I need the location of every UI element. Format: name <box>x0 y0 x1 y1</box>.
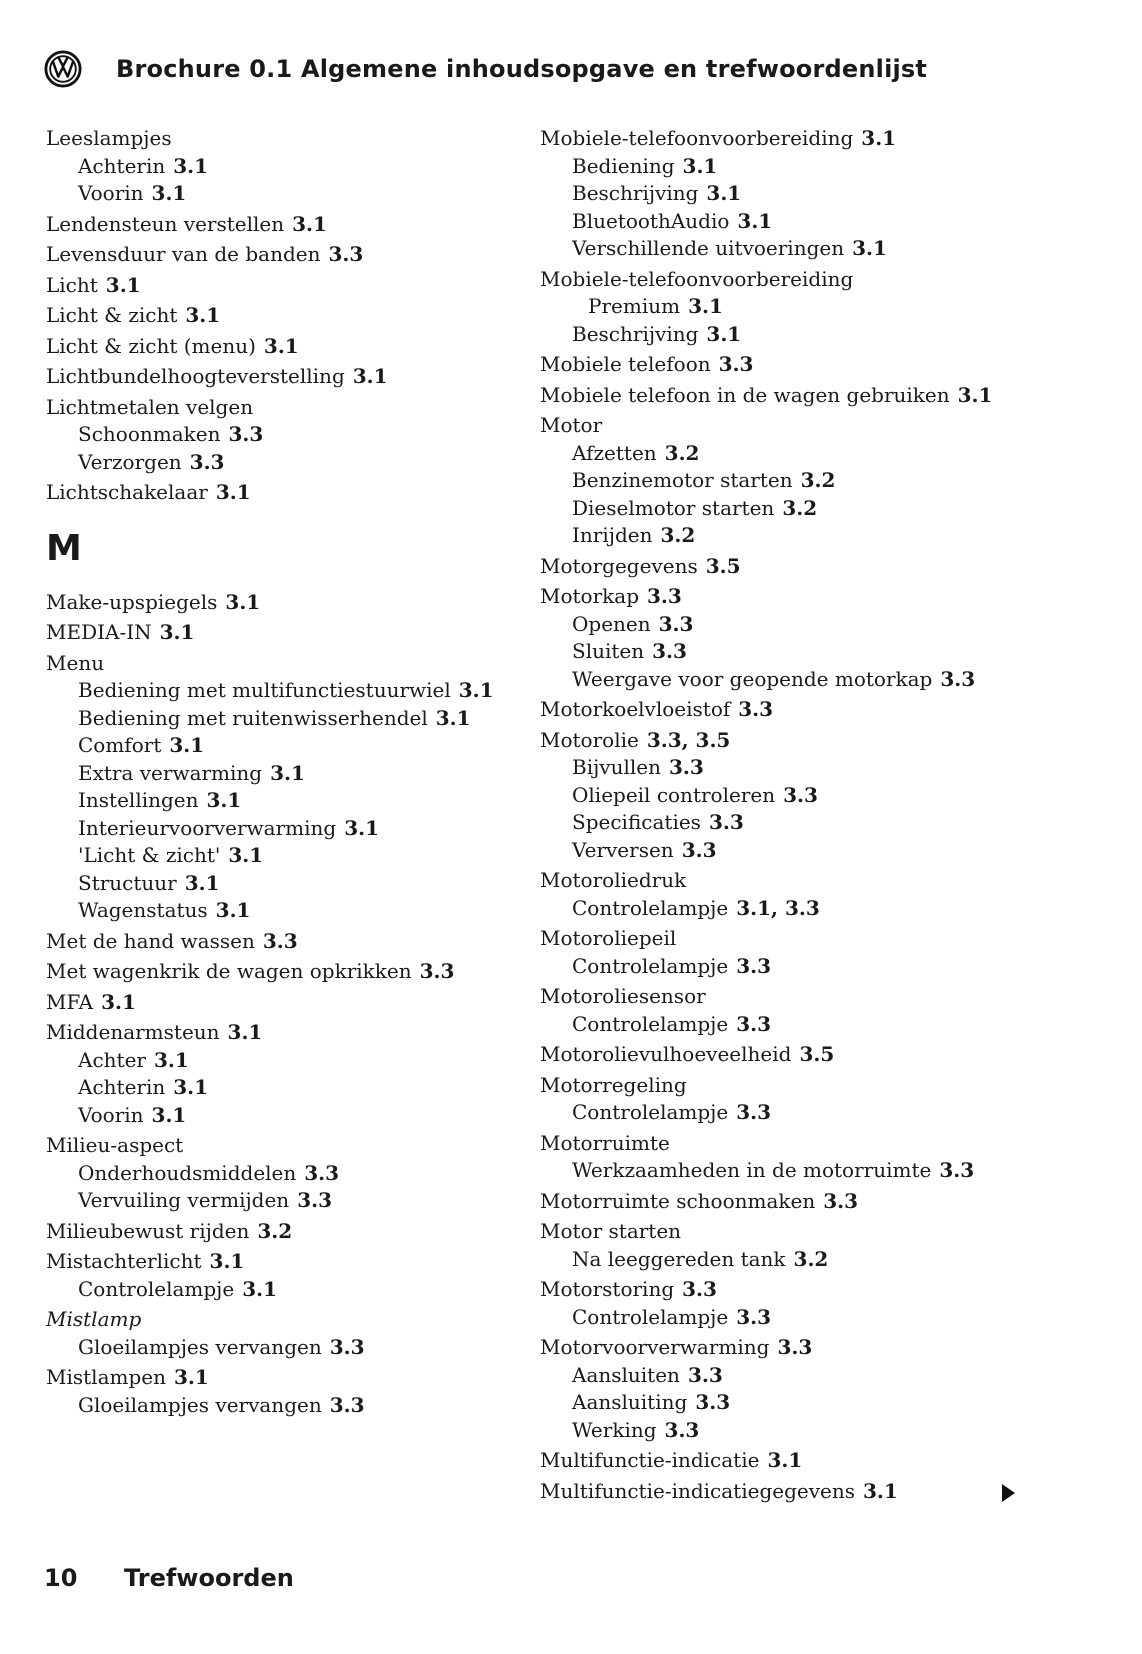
index-term: Aansluiten <box>572 1362 680 1387</box>
index-page-ref: 3.3 <box>777 1335 813 1359</box>
index-term: Motorkap <box>540 584 640 608</box>
index-group-m-continued <box>540 125 1040 1505</box>
index-entry <box>46 842 516 870</box>
index-page-ref: 3.1 <box>435 705 471 730</box>
index-term: Lichtbundelhoogteverstelling <box>46 364 345 388</box>
page-title: Brochure 0.1 Algemene inhoudsopgave en trefwoordenlijst <box>116 55 928 83</box>
index-entry <box>46 421 516 449</box>
index-page-ref: 3.1 <box>270 760 305 785</box>
index-page-ref: 3.3 <box>687 1362 723 1387</box>
index-page-ref: 3.3 <box>304 1160 340 1185</box>
index-entry <box>540 895 1040 923</box>
index-entry <box>46 1047 516 1075</box>
index-term: Vervuiling vermijden <box>78 1188 290 1212</box>
index-entry <box>46 897 516 925</box>
index-term: Licht & zicht <box>46 303 178 327</box>
index-term: Verzorgen <box>78 449 182 474</box>
index-entry <box>540 583 1040 611</box>
index-term: Extra verwarming <box>78 760 263 785</box>
index-page-ref: 3.3 <box>329 1334 365 1359</box>
index-page-ref: 3.1 <box>737 208 773 233</box>
index-term: Controlelampje <box>572 1304 729 1329</box>
index-term: Motor <box>540 413 603 437</box>
index-entry <box>46 211 516 239</box>
index-term: Aansluiting <box>572 1390 688 1414</box>
index-page-ref: 3.1 <box>215 480 251 504</box>
index-page-ref: 3.2 <box>257 1218 293 1243</box>
index-term: MFA <box>46 989 94 1014</box>
index-entry <box>46 1334 516 1362</box>
index-entry <box>46 333 516 361</box>
index-term: Achterin <box>78 1075 166 1099</box>
index-term: Schoonmaken <box>78 422 221 446</box>
index-entry <box>540 953 1040 981</box>
index-page-ref: 3.1 <box>184 870 220 895</box>
index-term: Licht & zicht (menu) <box>46 333 256 358</box>
index-page-ref: 3.2 <box>782 495 818 520</box>
index-entry <box>540 266 1040 294</box>
vw-logo-icon <box>44 50 82 88</box>
index-entry <box>46 705 516 733</box>
index-page-ref: 3.3 <box>228 422 264 446</box>
index-term: BluetoothAudio <box>572 208 730 233</box>
index-term: Mobiele telefoon <box>540 352 711 376</box>
index-entry <box>540 1362 1040 1390</box>
index-term: Specificaties <box>572 810 701 834</box>
index-entry <box>540 351 1040 379</box>
index-term: Controlelampje <box>572 953 729 978</box>
index-entry <box>540 1276 1040 1304</box>
index-page-ref: 3.3 <box>736 1011 772 1036</box>
index-term: Instellingen <box>78 788 199 812</box>
index-term: Mistlampen <box>46 1365 166 1389</box>
index-page-ref: 3.1 <box>344 815 379 840</box>
index-term: Milieubewust rijden <box>46 1218 250 1243</box>
index-entry <box>540 638 1040 666</box>
index-term: Dieselmotor starten <box>572 495 775 520</box>
index-term: Levensduur van de banden <box>46 242 321 266</box>
index-term: Voorin <box>78 181 144 205</box>
index-entry <box>46 125 516 153</box>
index-entry <box>540 321 1040 349</box>
index-term: Beschrijving <box>572 181 699 205</box>
index-entry <box>540 1246 1040 1274</box>
index-page-ref: 3.3 <box>718 352 754 376</box>
index-entry <box>540 1304 1040 1332</box>
index-term: Multifunctie-indicatiegegevens <box>540 1478 856 1503</box>
index-page-ref: 3.3 <box>823 1188 859 1213</box>
index-page-ref: 3.1 <box>227 1020 263 1044</box>
index-term: Multifunctie-indicatie <box>540 1448 760 1472</box>
index-term: Lendensteun verstellen <box>46 211 285 236</box>
index-term: Structuur <box>78 870 177 895</box>
index-term: Benzinemotor starten <box>572 468 793 492</box>
index-entry <box>46 760 516 788</box>
index-entry <box>46 302 516 330</box>
index-entry <box>540 235 1040 263</box>
index-page-ref: 3.1 <box>957 382 993 407</box>
index-page-ref: 3.1 <box>292 211 327 236</box>
index-page-ref: 3.3 <box>783 782 818 807</box>
index-entry <box>46 1074 516 1102</box>
index-entry <box>540 553 1040 581</box>
index-page-ref: 3.2 <box>800 468 836 492</box>
index-term: Verschillende uitvoeringen <box>572 236 845 260</box>
index-entry <box>540 1334 1040 1362</box>
index-term: Verversen <box>572 837 674 862</box>
index-page-ref: 3.3 <box>695 1390 731 1414</box>
index-entry <box>540 666 1040 694</box>
index-page-ref: 3.1 <box>169 733 205 757</box>
index-page-ref: 3.3 <box>658 611 694 636</box>
index-page-ref: 3.1 <box>242 1276 278 1301</box>
index-term: Wagenstatus <box>78 898 208 922</box>
index-term: Motoroliedruk <box>540 868 687 892</box>
index-term: Mobiele telefoon in de wagen gebruiken <box>540 382 950 407</box>
index-entry <box>46 241 516 269</box>
index-entry <box>46 479 516 507</box>
index-page-ref: 3.3 <box>262 928 298 953</box>
index-entry <box>540 1218 1040 1246</box>
index-page-ref: 3.3 <box>329 1392 365 1417</box>
index-entry <box>540 1072 1040 1100</box>
index-entry <box>540 495 1040 523</box>
index-entry <box>540 727 1040 755</box>
index-page-ref: 3.1 <box>173 1365 209 1389</box>
index-term: Motorregeling <box>540 1072 687 1097</box>
index-page-ref: 3.1 <box>225 589 261 614</box>
index-entry <box>540 611 1040 639</box>
index-entry <box>46 787 516 815</box>
index-entry <box>46 1218 516 1246</box>
index-entry <box>540 1041 1040 1069</box>
index-entry <box>46 394 516 422</box>
index-page-ref: 3.1 <box>206 788 242 812</box>
index-entry <box>46 732 516 760</box>
index-entry <box>540 293 1040 321</box>
index-term: Motor starten <box>540 1219 682 1243</box>
index-page-ref: 3.1 <box>352 364 388 388</box>
index-entry <box>540 1099 1040 1127</box>
index-term: Met de hand wassen <box>46 928 255 953</box>
index-term: Onderhoudsmiddelen <box>78 1160 297 1185</box>
index-term: Motorruimte <box>540 1130 670 1155</box>
index-page-ref: 3.2 <box>664 440 700 465</box>
index-entry <box>46 180 516 208</box>
index-entry <box>540 809 1040 837</box>
index-term: Bediening met ruitenwisserhendel <box>78 705 428 730</box>
index-entry <box>540 1157 1040 1185</box>
index-term: Lichtschakelaar <box>46 480 208 504</box>
index-entry <box>46 1392 516 1420</box>
index-term: Openen <box>572 611 651 636</box>
index-term: Mistachterlicht <box>46 1249 202 1273</box>
index-term: Motorruimte schoonmaken <box>540 1188 816 1213</box>
index-entry <box>46 650 516 678</box>
index-entry <box>46 1132 516 1160</box>
index-entry <box>540 412 1040 440</box>
index-entry <box>540 208 1040 236</box>
index-entry <box>540 522 1040 550</box>
index-entry <box>540 1389 1040 1417</box>
section-letter: M <box>46 527 82 569</box>
index-term: Motorkoelvloeistof <box>540 697 731 721</box>
index-term: Na leeggereden tank <box>572 1246 786 1271</box>
index-page-ref: 3.1 <box>101 989 136 1014</box>
index-page-ref: 3.1 <box>151 181 187 205</box>
index-page-ref: 3.3 <box>736 953 772 978</box>
index-term: Motorgegevens <box>540 553 698 578</box>
index-term: Leeslampjes <box>46 126 172 150</box>
index-term: Motorstoring <box>540 1277 675 1301</box>
index-term: Controlelampje <box>572 1100 729 1124</box>
index-term: Gloeilampjes vervangen <box>78 1334 322 1359</box>
index-term: Bijvullen <box>572 755 661 779</box>
index-entry <box>540 1447 1040 1475</box>
index-entry <box>540 1188 1040 1216</box>
index-term: MEDIA-IN <box>46 620 152 644</box>
index-entry <box>46 1187 516 1215</box>
index-page-ref: 3.3 <box>708 810 744 834</box>
index-term: Controlelampje <box>572 1011 729 1036</box>
index-term: Voorin <box>78 1102 144 1127</box>
index-term: Mobiele-telefoonvoorbereiding <box>540 126 854 150</box>
index-entry <box>540 754 1040 782</box>
index-entry <box>540 382 1040 410</box>
index-page-ref: 3.1, 3.3 <box>736 895 820 920</box>
index-term: Menu <box>46 650 105 675</box>
index-entry <box>540 867 1040 895</box>
index-page-ref: 3.1 <box>852 236 887 260</box>
index-page-ref: 3.1 <box>682 153 718 178</box>
index-entry <box>46 815 516 843</box>
index-term: Bediening <box>572 153 675 178</box>
index-page-ref: 3.5 <box>799 1042 835 1066</box>
index-term: Controlelampje <box>78 1276 235 1301</box>
index-term: Interieurvoorverwarming <box>78 815 337 840</box>
index-page-ref: 3.3 <box>681 837 717 862</box>
index-entry <box>46 870 516 898</box>
index-page-ref: 3.1 <box>185 303 221 327</box>
index-page-ref: 3.1 <box>263 333 299 358</box>
index-entry <box>46 928 516 956</box>
index-entry <box>46 589 516 617</box>
index-page-ref: 3.3 <box>647 584 682 608</box>
index-term: Bediening met multifunctiestuurwiel <box>78 678 451 702</box>
index-page-ref: 3.1 <box>458 678 494 702</box>
index-page-ref: 3.3 <box>668 755 704 779</box>
index-page-ref: 3.1 <box>173 153 209 178</box>
index-term: Weergave voor geopende motorkap <box>572 666 933 691</box>
continue-arrow-icon <box>1002 1484 1015 1502</box>
index-entry <box>46 1102 516 1130</box>
index-entry <box>46 989 516 1017</box>
index-term: Lichtmetalen velgen <box>46 394 254 419</box>
index-term: Werkzaamheden in de motorruimte <box>572 1158 932 1182</box>
index-page-ref: 3.5 <box>705 553 741 578</box>
index-entry <box>46 1306 516 1334</box>
index-entry <box>540 782 1040 810</box>
index-term: Afzetten <box>572 440 657 465</box>
index-term: Sluiten <box>572 639 645 663</box>
index-term: Motorolievulhoeveelheid <box>540 1042 792 1066</box>
index-entry <box>540 1011 1040 1039</box>
index-entry <box>46 363 516 391</box>
index-term: Middenarmsteun <box>46 1020 220 1044</box>
index-page-ref: 3.1 <box>209 1249 245 1273</box>
index-term: Inrijden <box>572 523 653 547</box>
index-page-ref: 3.3 <box>939 1158 975 1182</box>
footer-section: Trefwoorden <box>124 1564 294 1592</box>
index-term: Werking <box>572 1417 657 1442</box>
index-term: Motoroliepeil <box>540 926 677 950</box>
index-page-ref: 3.3 <box>328 242 364 266</box>
index-page-ref: 3.1 <box>153 1047 189 1072</box>
index-term: Gloeilampjes vervangen <box>78 1392 322 1417</box>
index-term: Make-upspiegels <box>46 589 218 614</box>
index-term: Milieu-aspect <box>46 1133 184 1157</box>
index-page-ref: 3.1 <box>173 1075 209 1099</box>
index-group-m <box>46 589 516 1420</box>
index-entry <box>540 467 1040 495</box>
index-term: Achter <box>78 1047 146 1072</box>
index-page-ref: 3.1 <box>767 1448 803 1472</box>
index-entry <box>46 1160 516 1188</box>
index-entry <box>540 153 1040 181</box>
page-footer <box>44 1564 294 1592</box>
index-entry <box>46 1248 516 1276</box>
index-term: Comfort <box>78 733 162 757</box>
index-page-ref: 3.2 <box>660 523 696 547</box>
index-page-ref: 3.3 <box>736 1100 772 1124</box>
index-entry <box>46 1019 516 1047</box>
index-term: Motorvoorverwarming <box>540 1335 770 1359</box>
index-page-ref: 3.1 <box>706 321 742 346</box>
index-page-ref: 3.3 <box>682 1277 717 1301</box>
index-term: Motoroliesensor <box>540 984 706 1008</box>
index-page-ref: 3.3, 3.5 <box>646 727 731 752</box>
index-entry <box>46 677 516 705</box>
index-page-ref: 3.3 <box>738 697 774 721</box>
index-page-ref: 3.1 <box>105 272 141 297</box>
index-page-ref: 3.1 <box>706 181 742 205</box>
index-entry <box>540 696 1040 724</box>
index-page-ref: 3.1 <box>151 1102 187 1127</box>
index-entry <box>46 272 516 300</box>
index-page-ref: 3.1 <box>215 898 251 922</box>
index-term: Met wagenkrik de wagen opkrikken <box>46 959 412 983</box>
index-page-ref: 3.3 <box>664 1417 700 1442</box>
index-entry <box>540 925 1040 953</box>
index-page-ref: 3.1 <box>159 620 195 644</box>
page-number: 10 <box>44 1564 78 1592</box>
index-entry <box>46 1364 516 1392</box>
index-term: Mistlamp <box>46 1307 142 1331</box>
index-term: Achterin <box>78 153 166 178</box>
page-header <box>44 50 927 88</box>
index-page-ref: 3.3 <box>297 1188 332 1212</box>
index-page-ref: 3.3 <box>419 959 455 983</box>
index-page-ref: 3.3 <box>189 449 225 474</box>
index-page-ref: 3.1 <box>688 294 723 318</box>
index-entry <box>46 619 516 647</box>
index-entry <box>540 1478 1040 1506</box>
index-entry <box>46 153 516 181</box>
index-entry <box>540 1417 1040 1445</box>
index-page-ref: 3.2 <box>793 1246 829 1271</box>
index-term: Motorolie <box>540 727 639 752</box>
index-entry <box>540 983 1040 1011</box>
index-term: 'Licht & zicht' <box>78 843 221 867</box>
index-entry <box>46 958 516 986</box>
index-column-left <box>46 122 516 1419</box>
index-entry <box>540 125 1040 153</box>
index-term: Oliepeil controleren <box>572 782 776 807</box>
index-page-ref: 3.3 <box>652 639 687 663</box>
index-page-ref: 3.3 <box>736 1304 772 1329</box>
index-entry <box>540 1130 1040 1158</box>
index-entry <box>540 180 1040 208</box>
index-term: Mobiele-telefoonvoorbereiding <box>540 266 854 291</box>
index-term: Controlelampje <box>572 895 729 920</box>
index-entry <box>46 449 516 477</box>
index-column-right <box>540 122 1040 1505</box>
index-entry <box>540 837 1040 865</box>
index-term: Premium <box>588 294 681 318</box>
index-page-ref: 3.3 <box>940 666 976 691</box>
index-term: Licht <box>46 272 98 297</box>
index-page-ref: 3.1 <box>228 843 264 867</box>
index-group-l <box>46 125 516 507</box>
index-entry <box>46 1276 516 1304</box>
index-page-ref: 3.1 <box>863 1478 898 1503</box>
index-term: Beschrijving <box>572 321 699 346</box>
index-page-ref: 3.1 <box>861 126 897 150</box>
index-entry <box>540 440 1040 468</box>
